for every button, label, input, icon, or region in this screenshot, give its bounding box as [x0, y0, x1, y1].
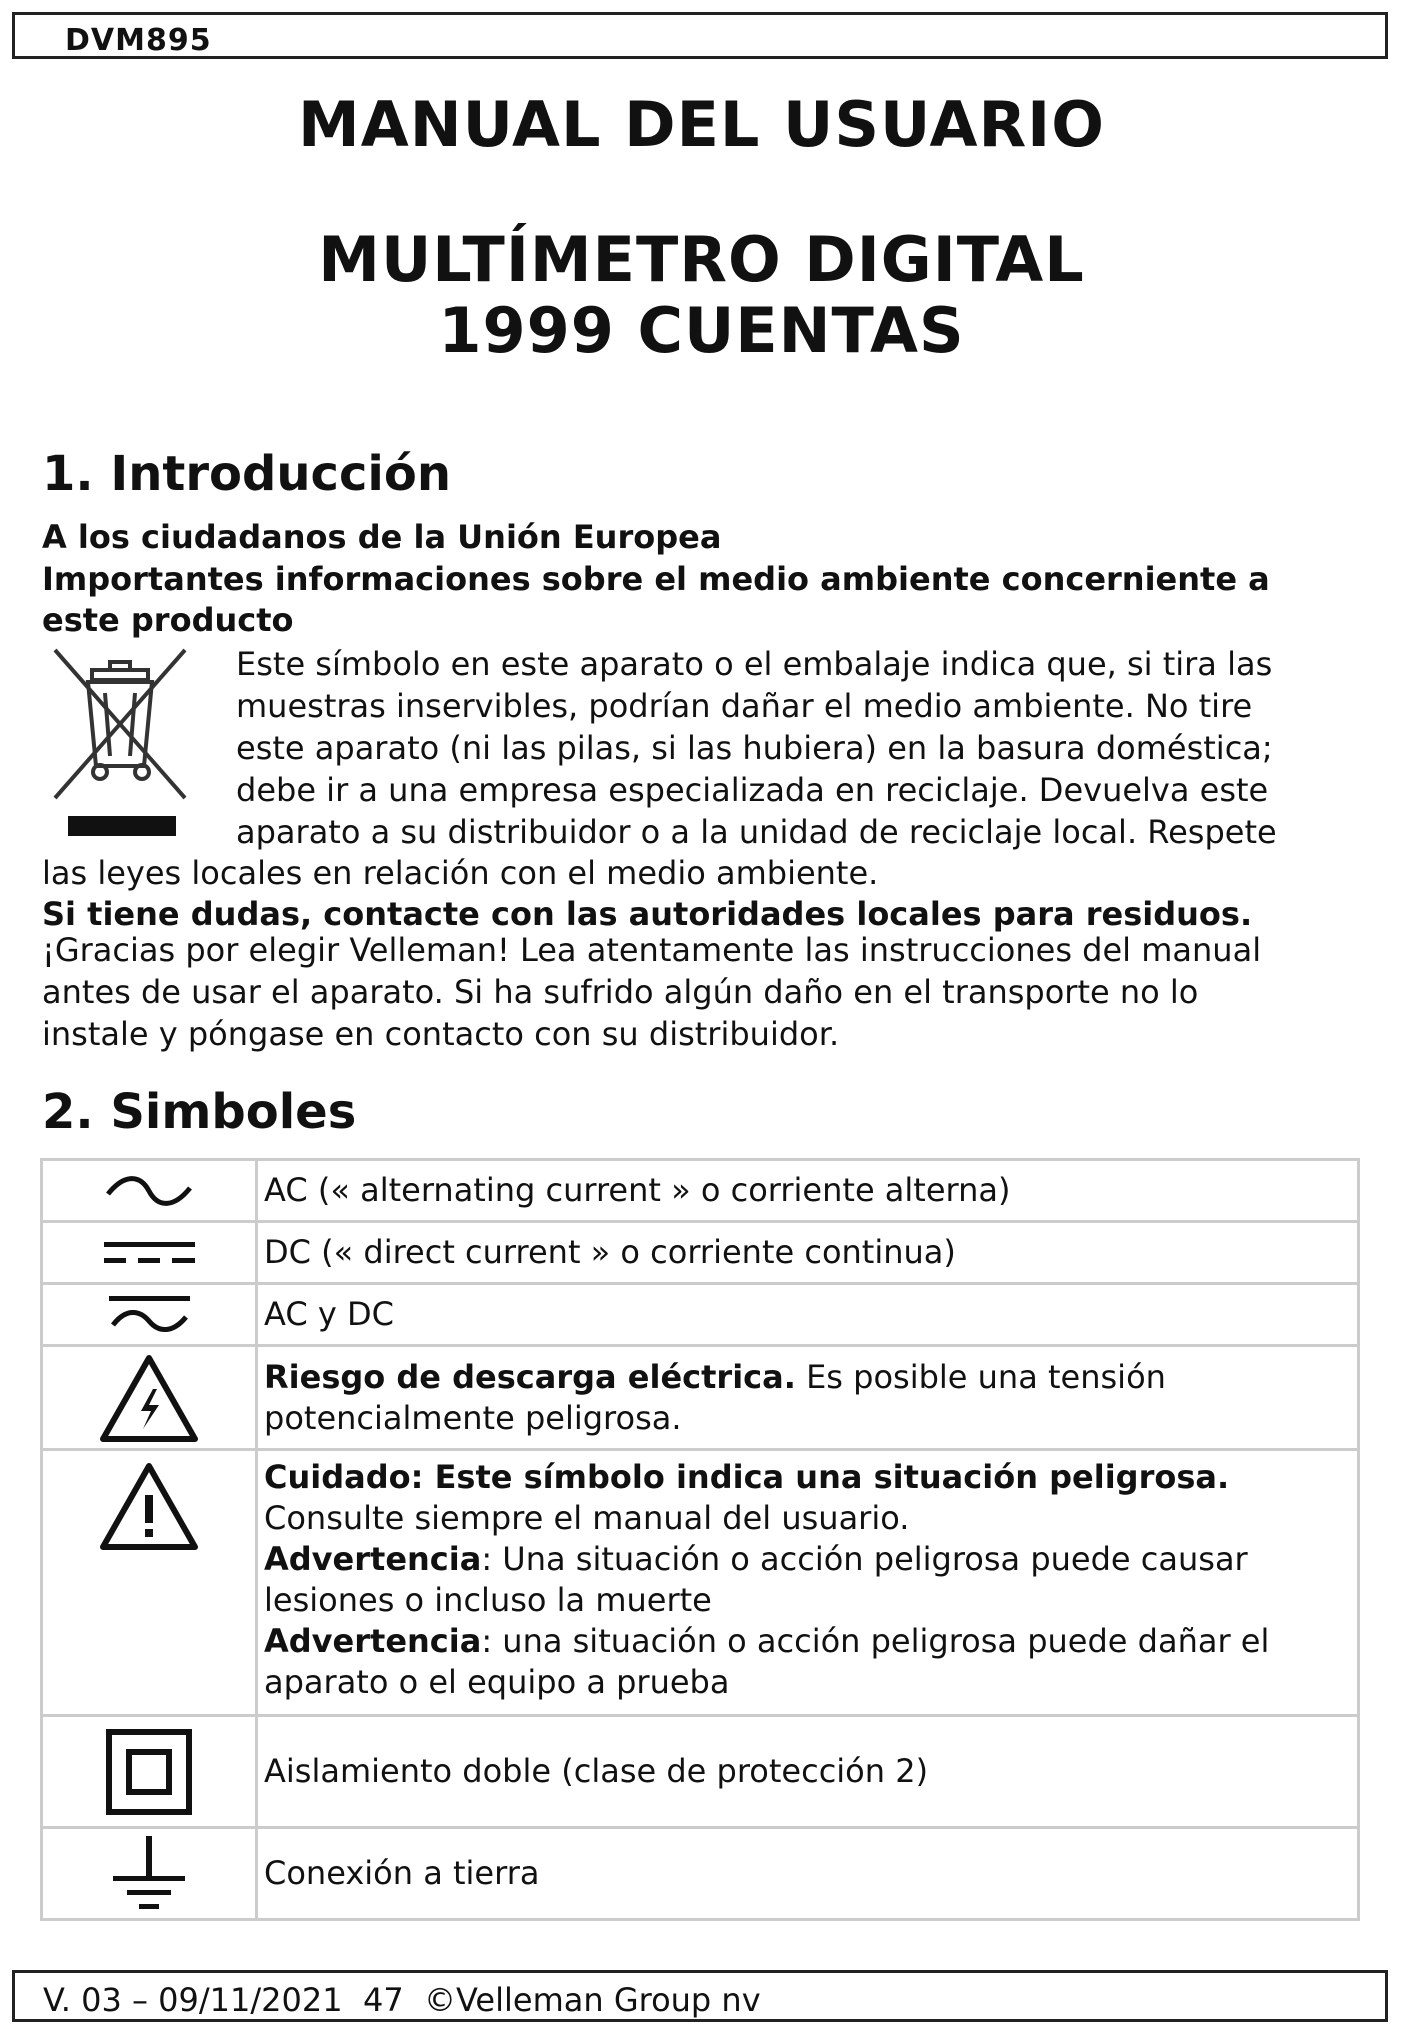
intro-thanks-1: ¡Gracias por elegir Velleman! Lea atentamente las instrucciones del manual — [42, 931, 1262, 969]
symbol-cell — [42, 1222, 257, 1284]
symbol-desc: Conexión a tierra — [257, 1828, 1359, 1920]
weee-crossed-bin-icon — [50, 648, 190, 838]
intro-thanks-3: instale y póngase en contacto con su distribuidor. — [42, 1015, 840, 1053]
intro-body-6: las leyes locales en relación con el medio ambiente. — [42, 854, 879, 892]
intro-body-5: aparato a su distribuidor o a la unidad de reciclaje local. Respete — [236, 813, 1277, 851]
symbols-table — [40, 1158, 1360, 1921]
symbol-desc — [257, 1450, 1359, 1716]
symbol-desc: AC y DC — [257, 1284, 1359, 1346]
symbol-cell — [42, 1450, 257, 1716]
symbol-cell — [42, 1716, 257, 1828]
ac-icon — [104, 1176, 194, 1206]
shock-hazard-icon — [99, 1353, 199, 1443]
warning1-text: : Una situación o acción peligrosa puede causar — [481, 1540, 1248, 1578]
warning2-text-cont: aparato o el equipo a prueba — [264, 1663, 730, 1701]
warning1-text-cont: lesiones o incluso la muerte — [264, 1581, 712, 1619]
section-heading-introduccion: 1. Introducción — [42, 446, 452, 502]
symbol-desc-bold: Riesgo de descarga eléctrica. — [264, 1357, 796, 1396]
table-row — [42, 1222, 1359, 1284]
doc-title: MANUAL DEL USUARIO — [298, 88, 1105, 161]
intro-bold-note: Si tiene dudas, contacte con las autoridades locales para residuos. — [42, 895, 1253, 933]
header-bar — [12, 12, 1388, 59]
caution-icon — [99, 1461, 199, 1551]
footer-bar — [12, 1970, 1388, 2022]
symbol-cell — [42, 1284, 257, 1346]
caution-bold: Cuidado: Este símbolo indica una situación peligrosa. — [264, 1458, 1230, 1496]
intro-body-4: debe ir a una empresa especializada en reciclaje. Devuelva este — [236, 771, 1269, 809]
table-row — [42, 1450, 1359, 1716]
intro-body-3: este aparato (ni las pilas, si las hubiera) en la basura doméstica; — [236, 729, 1273, 767]
symbol-desc-text2: potencialmente peligrosa. — [264, 1398, 682, 1437]
intro-subheading-eu: A los ciudadanos de la Unión Europea — [42, 518, 722, 556]
intro-thanks-2: antes de usar el aparato. Si ha sufrido algún daño en el transporte no lo — [42, 973, 1199, 1011]
table-row — [42, 1716, 1359, 1828]
symbol-desc — [257, 1346, 1359, 1450]
intro-subheading-env: Importantes informaciones sobre el medio ambiente concerniente a — [42, 560, 1270, 598]
double-insulation-icon — [105, 1728, 193, 1816]
symbol-cell — [42, 1346, 257, 1450]
caution-line2: Consulte siempre el manual del usuario. — [264, 1499, 910, 1537]
intro-subheading-env-cont: este producto — [42, 601, 294, 639]
symbol-desc-text: Es posible una tensión — [795, 1357, 1166, 1396]
intro-body-1: Este símbolo en este aparato o el embalaje indica que, si tira las — [236, 645, 1273, 683]
table-row — [42, 1284, 1359, 1346]
table-row — [42, 1828, 1359, 1920]
model-label: DVM895 — [65, 23, 212, 58]
symbol-desc: DC (« direct current » o corriente continua) — [257, 1222, 1359, 1284]
symbol-cell — [42, 1828, 257, 1920]
section-heading-simboles: 2. Simboles — [42, 1084, 357, 1140]
ground-icon — [109, 1834, 189, 1914]
dc-icon — [102, 1238, 197, 1268]
symbol-desc: AC (« alternating current » o corriente alterna) — [257, 1160, 1359, 1222]
intro-body-2: muestras inservibles, podrían dañar el medio ambiente. No tire — [236, 687, 1253, 725]
table-row — [42, 1346, 1359, 1450]
ac-dc-icon — [107, 1293, 192, 1337]
table-row — [42, 1160, 1359, 1222]
warning1-label: Advertencia — [264, 1540, 482, 1578]
warning2-text: : una situación o acción peligrosa puede dañar el — [481, 1622, 1270, 1660]
warning2-label: Advertencia — [264, 1622, 482, 1660]
symbol-cell — [42, 1160, 257, 1222]
symbol-desc: Aislamiento doble (clase de protección 2) — [257, 1716, 1359, 1828]
footer-text: V. 03 – 09/11/2021 47 ©Velleman Group nv — [43, 1981, 761, 2019]
product-title-line2: 1999 CUENTAS — [438, 294, 965, 367]
product-title-line1: MULTÍMETRO DIGITAL — [318, 223, 1085, 296]
